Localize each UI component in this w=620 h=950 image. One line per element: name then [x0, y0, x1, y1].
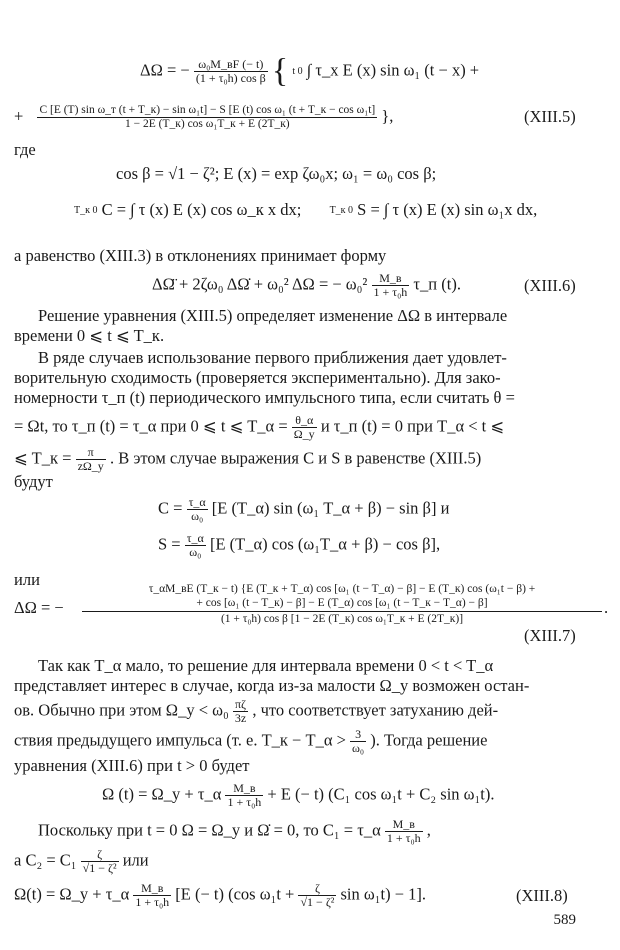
text-line-21: представляет интерес в случае, когда из-за малости Ω_у возможен остан- — [14, 676, 530, 695]
text-or: или — [14, 570, 40, 589]
text-line-10: В ряде случаев использование первого приближения дает удовлет- — [38, 348, 507, 367]
text-line-8: Решение уравнения (XIII.5) определяет изменение ΔΩ в интервале — [38, 306, 508, 325]
eq1-rest: ∫ τ_x E (x) sin ω₁ (t − x) + — [306, 60, 480, 80]
equation-line-4: cos β = √1 − ζ²; E (x) = exp ζω₀x; ω₁ = ω₀ cos β; — [116, 164, 437, 183]
equation-line-1: ΔΩ = − $\frac{\text{ω₀M\_вF (− t)}}{\text{(1 + τ₀h) cos β}}$ { t 0 ∫ τ_x E (x) sin ω₁ (t − x) + — [140, 52, 480, 90]
equation-s-expression: S = $\frac{\tau\_\alpha}{\text{ω₀}}$ [E (T_α) cos (ω₁T_α + β) − cos β], — [158, 531, 441, 559]
c-definition: C = ∫ τ (x) E (x) cos ω_к x dx; — [101, 200, 302, 219]
equation-line-5 — [74, 200, 537, 220]
c-integral-limits: T_к 0 — [74, 205, 98, 217]
equation-number-7: (XIII.7) — [524, 626, 576, 645]
text-line-11: ворительную сходимость (проверяется экспериментально). Для зако- — [14, 368, 501, 387]
equation-line-25: Ω (t) = Ω_у + τ_α $\frac{M\_в}{\text{1 + τ₀h}}$ + E (− t) (C₁ cos ω₁t + C₂ sin ω₁t). — [102, 781, 495, 809]
text-line-9: времени 0 ⩽ t ⩽ T_к. — [14, 326, 165, 345]
book-page: ΔΩ = − $\frac{\text{ω₀M\_вF (− t)}}{\text{(1 + τ₀h) cos β}}$ { t 0 ∫ τ_x E (x) sin ω₁ (t − x) + + C [E (T) sin ω_т (t + T_к) − sin ω₁t] − S [E (t) cos ω₁ (t + T_к − cos ω₁t] 1 − 2E (T_к) cos ω₁T_к + E (2T_к) }, (XIII.5) где cos β = √1 − ζ²; E (x) = exp ζω₀x; ω₁ = ω₀ cos β; T_к 0 C = ∫ τ (x) E (x) cos ω_к x dx; T_к 0 S = ∫ τ (x) E (x) sin ω₁x dx, а равенство (XIII.3) в отклонениях принимает форму ΔΩ̈ + 2ζω₀ ΔΩ̇ + ω₀² ΔΩ = − ω₀² $\frac{M\_в}{\text{1 + τ₀h}}$ τ_п (t). (XIII.6) Решение уравнения (XIII.5) определяет изменение ΔΩ в интервале времени 0 ⩽ t ⩽ T_к. В ряде случаев использование первого приближения дает удовлет- ворительную сходимость (проверяется экспериментально). Для зако- номерности τ_п (t) периодического импульсного типа, если считать θ = = Ωt, то τ_п (t) = τ_α при 0 ⩽ t ⩽ T_α = $\frac{\theta\_\alpha}{\Omega\_у}$ и τ_п (t) = 0 при T_α < t ⩽ ⩽ T_к = $\frac{\pi}{z\Omega\_у}$ . В этом случае выражения C и S в равенстве (XIII.5) будут C = $\frac{\tau\_\alpha}{\text{ω₀}}$ [E (T_α) sin (ω₁ T_α + β) − sin β] и S = $\frac{\tau\_\alpha}{\text{ω₀}}$ [E (T_α) cos (ω₁T_α + β) − cos β], или ΔΩ = − τ_αM_вE (T_к − t) {E (T_к + T_α) cos [ω₁ (t − T_α) − β] − E (T_к) cos (ω₁t − β) + + cos [ω₁ (t − T_к) − β] − E (T_α) cos [ω₁ (t − T_к − T_α) − β] (1 + τ₀h) cos β [1 − 2E (T_к) cos ω₁T_к + E (2T_к)] . (XIII.7) Так как T_α мало, то решение для интервала времени 0 < t < T_α представляет интерес в случае, когда из-за малости Ω_у возможен остан- ов. Обычно при этом Ω_у < ω₀ $\frac{\pi\zeta}{3z}$ , что соответствует затуханию дей- ствия предыдущего импульса (т. е. T_к − T_α > $\frac{3}{\text{ω₀}}$ ). Тогда решение уравнения (XIII.6) при t > 0 будет Ω (t) = Ω_у + τ_α $\frac{M\_в}{\text{1 + τ₀h}}$ + E (− t) (C₁ cos ω₁t + C₂ sin ω₁t). Поскольку при t = 0 Ω = Ω_у и Ω̇ = 0, то C₁ = τ_α $\frac{M\_в}{\text{1 + τ₀h}}$ , а C₂ = C₁ $\frac{\zeta}{\text{√1 − ζ²}}$ или Ω(t) = Ω_у + τ_α $\frac{M\_в}{\text{1 + τ₀h}}$ [E (− t) (cos ω₁t + $\frac{\zeta}{\text{√1 − ζ²}}$ sin ω₁t) − 1]. (XIII.8) 589 — [14, 52, 609, 928]
text-line-26: Поскольку при t = 0 Ω = Ω_у и Ω̇ = 0, то C₁ = τ_α $\frac{M\_в}{\text{1 + τ₀h}}$ , — [38, 817, 431, 845]
text-line-14: ⩽ T_к = $\frac{\pi}{z\Omega\_у}$ . В этом случае выражения C и S в равенстве (XIII.5) — [14, 445, 482, 473]
text-where: где — [14, 140, 36, 159]
text-line-24: уравнения (XIII.6) при t > 0 будет — [14, 756, 250, 775]
equation-line-7: ΔΩ̈ + 2ζω₀ ΔΩ̇ + ω₀² ΔΩ = − ω₀² $\frac{M\_в}{\text{1 + τ₀h}}$ τ_п (t). — [152, 271, 461, 299]
equation-number-8: (XIII.8) — [516, 886, 568, 905]
eq7-fraction: τ_αM_вE (T_к − t) {E (T_к + T_α) cos [ω₁ (t − T_α) − β] − E (T_к) cos (ω₁t − β) + + cos [ω₁ (t − T_к) − β] − E (T_α) cos [ω₁ (t − T_к − T_α) − β] (1 + τ₀h) cos β [1 − 2E (T_к) cos ω₁T_к + E (2T_к)] — [82, 582, 602, 626]
text-line-27: а C₂ = C₁ $\frac{\zeta}{\text{√1 − ζ²}}$ или — [14, 847, 149, 875]
text-line-15: будут — [14, 472, 53, 491]
equation-c-expression: C = $\frac{\tau\_\alpha}{\text{ω₀}}$ [E (T_α) sin (ω₁ T_α + β) − sin β] и — [158, 495, 450, 523]
equation-line-2: + C [E (T) sin ω_т (t + T_к) − sin ω₁t] − S [E (t) cos ω₁ (t + T_к − cos ω₁t] 1 − 2E (T_к) cos ω₁T_к + E (2T_к) }, — [14, 104, 394, 130]
equation-number-5: (XIII.5) — [524, 107, 576, 126]
text-line-20: Так как T_α мало, то решение для интервала времени 0 < t < T_α — [38, 656, 494, 675]
eq1-integral-limits: t 0 — [292, 65, 303, 77]
eq1-fraction: $\frac{\text{ω₀M\_вF (− t)}}{\text{(1 + τ₀h) cos β}}$ — [195, 57, 266, 85]
text-line-22: ов. Обычно при этом Ω_у < ω₀ $\frac{\pi\zeta}{3z}$ , что соответствует затуханию дей- — [14, 697, 499, 725]
equation-number-6: (XIII.6) — [524, 276, 576, 295]
text-line-23: ствия предыдущего импульса (т. е. T_к − T_α > $\frac{3}{\text{ω₀}}$ ). Тогда решение — [14, 727, 488, 755]
text-line-13: = Ωt, то τ_п (t) = τ_α при 0 ⩽ t ⩽ T_α = $\frac{\theta\_\alpha}{\Omega\_у}$ и τ_п (t) = 0 при T_α < t ⩽ — [14, 413, 505, 441]
text-line-6: а равенство (XIII.3) в отклонениях принимает форму — [14, 246, 387, 265]
text-line-12: номерности τ_п (t) периодического импульсного типа, если считать θ = — [14, 388, 515, 407]
eq1-lhs: ΔΩ = − — [140, 60, 190, 80]
page-number: 589 — [553, 912, 576, 928]
s-definition: S = ∫ τ (x) E (x) sin ω₁x dx, — [357, 200, 538, 219]
eq2-fraction: C [E (T) sin ω_т (t + T_к) − sin ω₁t] − S [E (t) cos ω₁ (t + T_к − cos ω₁t] 1 − 2E (T_к) cos ω₁T_к + E (2T_к) — [39, 104, 376, 130]
equation-line-28: Ω(t) = Ω_у + τ_α $\frac{M\_в}{\text{1 + τ₀h}}$ [E (− t) (cos ω₁t + $\frac{\zeta}{\text{√1 − ζ²}}$ sin ω₁t) − 1]. — [14, 881, 427, 909]
s-integral-limits: T_к 0 — [329, 205, 354, 217]
